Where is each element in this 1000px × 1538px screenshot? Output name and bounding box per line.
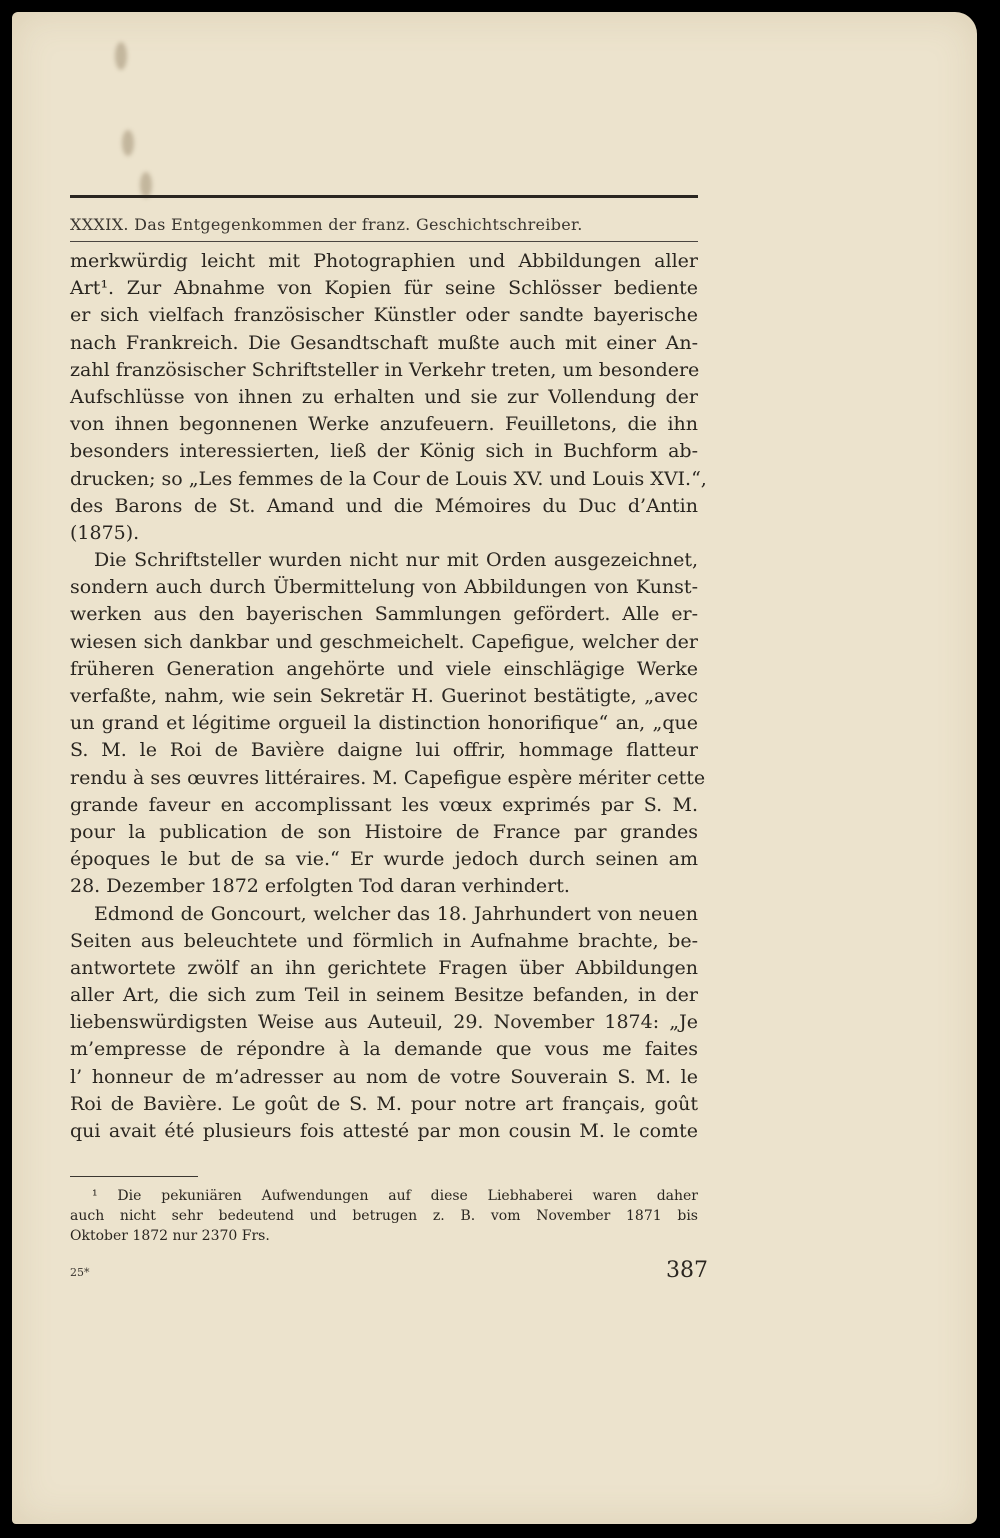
main-text [70, 248, 707, 1145]
text-line: un grand et légitime orgueil la distinction honorifique“ an, „que [70, 712, 698, 735]
running-title: XXXIX. Das Entgegenkommen der franz. Geschichtschreiber. [70, 215, 583, 234]
header-rule-top [70, 195, 698, 198]
signature-mark: 25* [70, 1266, 90, 1279]
text-line: grande faveur en accomplissant les vœux exprimés par S. M. [70, 793, 698, 816]
footnote-line: ¹ Die pekuniären Aufwendungen auf diese Liebhaberei waren daher [92, 1188, 698, 1204]
text-line: pour la publication de son Histoire de France par grandes [70, 820, 698, 843]
text-line: zahl französischer Schriftsteller in Verkehr treten, um besondere [70, 358, 700, 381]
text-line: des Barons de St. Amand und die Mémoires du Duc d’Antin [70, 494, 698, 517]
text-line: er sich vielfach französischer Künstler oder sandte bayerische [70, 304, 698, 327]
text-line: besonders interessierten, ließ der König sich in Buchform ab- [70, 440, 698, 463]
text-line: drucken; so „Les femmes de la Cour de Louis XV. und Louis XVI.“, [70, 467, 707, 490]
text-line: verfaßte, nahm, wie sein Sekretär H. Guerinot bestätigte, „avec [70, 685, 698, 707]
text-line: nach Frankreich. Die Gesandtschaft mußte auch mit einer An- [70, 331, 698, 354]
header-rule-bottom [70, 241, 698, 242]
footnote-rule [70, 1176, 198, 1177]
footnote-line: auch nicht sehr bedeutend und betrugen z. B. vom November 1871 bis [70, 1208, 698, 1224]
text-line: früheren Generation angehörte und viele einschlägige Werke [70, 657, 698, 680]
text-line: aller Art, die sich zum Teil in seinem Besitze befanden, in der [70, 984, 698, 1007]
text-line: von ihnen begonnenen Werke anzufeuern. Feuilletons, die ihn [70, 413, 698, 436]
text-line: liebenswürdigsten Weise aus Auteuil, 29. November 1874: „Je [70, 1011, 698, 1034]
text-line: (1875). [70, 521, 140, 544]
text-line: époques le but de sa vie.“ Er wurde jedoch durch seinen am [70, 848, 698, 871]
text-line: Seiten aus beleuchtete und förmlich in Aufnahme brachte, be- [70, 929, 698, 952]
paper-stain [115, 42, 127, 70]
text-line: Edmond de Goncourt, welcher das 18. Jahrhundert von neuen [94, 902, 698, 925]
paper-stain [122, 130, 134, 156]
text-line: Aufschlüsse von ihnen zu erhalten und sie zur Vollendung der [70, 385, 698, 408]
text-line: Roi de Bavière. Le goût de S. M. pour notre art français, goût [70, 1092, 698, 1115]
text-line: Art¹. Zur Abnahme von Kopien für seine Schlösser bediente [70, 277, 698, 300]
text-line: werken aus den bayerischen Sammlungen gefördert. Alle er- [70, 603, 698, 626]
text-line: qui avait été plusieurs fois attesté par mon cousin M. le comte [70, 1120, 698, 1142]
text-line: Die Schriftsteller wurden nicht nur mit Orden ausgezeichnet, [94, 549, 698, 572]
text-line: S. M. le Roi de Bavière daigne lui offrir, hommage flatteur [70, 739, 698, 762]
text-line: wiesen sich dankbar und geschmeichelt. Capefigue, welcher der [70, 630, 698, 653]
footnote [70, 1186, 698, 1246]
footnote-line: Oktober 1872 nur 2370 Frs. [70, 1228, 270, 1244]
text-line: 28. Dezember 1872 erfolgten Tod daran verhindert. [70, 875, 570, 898]
text-line: rendu à ses œuvres littéraires. M. Capefigue espère mériter cette [70, 766, 706, 789]
text-line: merkwürdig leicht mit Photographien und Abbildungen aller [70, 250, 698, 272]
text-line: antwortete zwölf an ihn gerichtete Fragen über Abbildungen [70, 956, 698, 979]
text-line: l’ honneur de m’adresser au nom de votre Souverain S. M. le [70, 1065, 698, 1088]
page-number: 387 [666, 1258, 708, 1283]
text-line: sondern auch durch Übermittelung von Abbildungen von Kunst- [70, 576, 698, 599]
text-line: m’empresse de répondre à la demande que vous me faites [70, 1038, 698, 1061]
